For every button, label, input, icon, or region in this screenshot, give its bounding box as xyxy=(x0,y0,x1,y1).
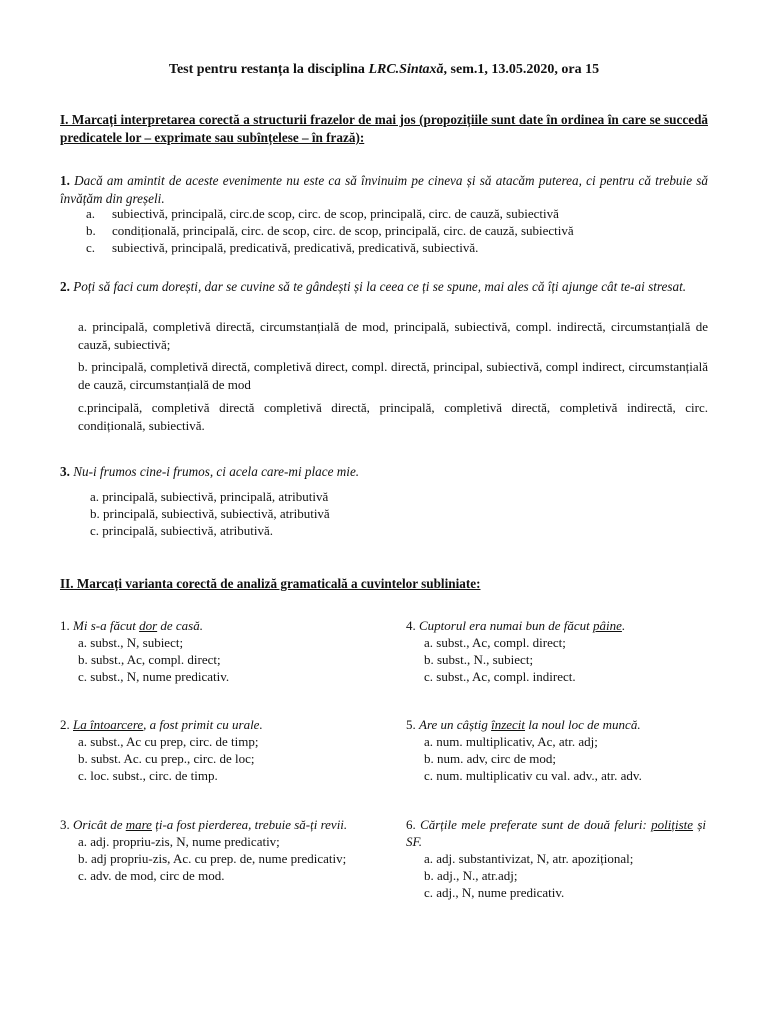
s2-q6-option-b: b. adj., N., atr.adj; xyxy=(424,868,518,883)
s2-q5-option-c: c. num. multiplicativ cu val. adv., atr. adv. xyxy=(424,768,642,783)
s1-question-3 xyxy=(60,463,708,481)
s2-question-6: 6. Cărțile mele preferate sunt de două feluri: polițiste și SF. a. adj. substantivizat, N, atr. apozițional; b. adj., N., atr.adj; c. adj., N, nume predicativ. xyxy=(406,817,707,900)
s1-q2-option-a: a. principală, completivă directă, circumstanțială de mod, principală, subiectivă, compl. indirectă, circumstanțială de cauză, subiectivă; xyxy=(78,319,708,352)
s2-q6-option-c: c. adj., N, nume predicativ. xyxy=(424,885,565,900)
s2-question-1: 1. Mi s-a făcut dor de casă. a. subst., N, subiect; b. subst., Ac, compl. direct; c. subst., N, nume predicativ. xyxy=(60,617,360,685)
s2-q6-option-a: a. adj. substantivizat, N, atr. apozițional; xyxy=(424,851,634,866)
s1-q3-text: Nu-i frumos cine-i frumos, ci acela care-mi place mie. xyxy=(73,464,360,479)
s2-q3-option-a: a. adj. propriu-zis, N, nume predicativ; xyxy=(78,834,280,849)
s2-q3-option-c: c. adv. de mod, circ de mod. xyxy=(78,868,225,883)
s1-q1-option-b: b. condițională, principală, circ. de scop, circ. de scop, principală, circ. de cauză, subiectivă xyxy=(86,223,574,238)
s1-q1-number: 1. xyxy=(60,173,70,188)
underlined-word: pâine xyxy=(593,618,622,633)
s1-question-1 xyxy=(60,172,708,208)
page-title xyxy=(0,62,768,78)
s2-q4-option-b: b. subst., N., subiect; xyxy=(424,652,534,667)
s1-q3-option-b: b. principală, subiectivă, subiectivă, atributivă xyxy=(90,506,330,521)
s1-question-2 xyxy=(60,278,708,296)
s1-q1-option-c: c. subiectivă, principală, predicativă, predicativă, predicativă, subiectivă. xyxy=(86,240,479,255)
s2-q1-option-a: a. subst., N, subiect; xyxy=(78,635,184,650)
s2-q2-option-c: c. loc. subst., circ. de timp. xyxy=(78,768,218,783)
s2-question-3: 3. Oricât de mare ți-a fost pierderea, trebuie să-ți revii. a. adj. propriu-zis, N, nume predicativ; b. adj propriu-zis, Ac. cu prep. de, nume predicativ; c. adv. de mod, circ de mod. xyxy=(60,816,360,884)
section1-heading: I. Marcați interpretarea corectă a structurii frazelor de mai jos (propozițiile sunt date în ordinea în care se succedă predicatele lor – exprimate sau subînțelese – în frază): xyxy=(60,112,708,145)
s2-q4-option-c: c. subst., Ac, compl. indirect. xyxy=(424,669,576,684)
s1-q3-option-a: a. principală, subiectivă, principală, atributivă xyxy=(90,489,329,504)
s2-q1-option-c: c. subst., N, nume predicativ. xyxy=(78,669,230,684)
title-suffix: , sem.1, 13.05.2020, ora 15 xyxy=(443,62,600,77)
s1-q1-text: Dacă am amintit de aceste evenimente nu este ca să învinuim pe cineva și să atacăm puterea, ci pentru că trebuie să învățăm din greșeli. xyxy=(60,173,708,206)
s1-q3-number: 3. xyxy=(60,464,70,479)
s1-q1-option-a: a. subiectivă, principală, circ.de scop, circ. de scop, principală, circ. de cauză, subiectivă xyxy=(86,206,559,221)
title-subject: LRC.Sintaxă xyxy=(368,62,444,77)
section2-heading: II. Marcați varianta corectă de analiză gramaticală a cuvintelor subliniate: xyxy=(60,576,481,591)
s2-question-4: 4. Cuptorul era numai bun de făcut pâine. a. subst., Ac, compl. direct; b. subst., N., subiect; c. subst., Ac, compl. indirect. xyxy=(406,617,706,685)
underlined-word: La întoarcere xyxy=(73,717,144,732)
s1-q2-number: 2. xyxy=(60,279,70,294)
s2-question-5: 5. Are un câștig înzecit la noul loc de muncă. a. num. multiplicativ, Ac, atr. adj; b. num. adv, circ de mod; c. num. multiplicativ cu val. adv., atr. adv. xyxy=(406,716,706,784)
s2-q3-option-b: b. adj propriu-zis, Ac. cu prep. de, nume predicativ; xyxy=(78,851,347,866)
underlined-word: polițiste xyxy=(651,817,694,832)
s1-q2-option-b: b. principală, completivă directă, completivă direct, compl. directă, principal, subiectivă, compl indirect, circumstanțială de cauză, circumstanțială de mod xyxy=(78,359,708,392)
underlined-word: mare xyxy=(125,817,152,832)
s1-q2-option-c: c.principală, completivă directă completivă directă, principală, completivă directă, completivă indirectă, circ. condițională, subiectivă. xyxy=(78,400,708,433)
s1-q2-text: Poți să faci cum dorești, dar se cuvine să te gândești și la ceea ce ți se spune, mai ales că îți ajunge cât te-ai stresat. xyxy=(73,279,687,294)
s2-q4-option-a: a. subst., Ac, compl. direct; xyxy=(424,635,566,650)
s2-q2-option-b: b. subst. Ac. cu prep., circ. de loc; xyxy=(78,751,255,766)
s2-question-2: 2. La întoarcere, a fost primit cu urale. a. subst., Ac cu prep, circ. de timp; b. subst. Ac. cu prep., circ. de loc; c. loc. subst., circ. de timp. xyxy=(60,716,360,784)
s1-q3-option-c: c. principală, subiectivă, atributivă. xyxy=(90,523,274,538)
underlined-word: dor xyxy=(139,618,158,633)
s2-q5-option-a: a. num. multiplicativ, Ac, atr. adj; xyxy=(424,734,598,749)
s2-q2-option-a: a. subst., Ac cu prep, circ. de timp; xyxy=(78,734,259,749)
s2-q1-option-b: b. subst., Ac, compl. direct; xyxy=(78,652,221,667)
title-prefix: Test pentru restanța la disciplina xyxy=(168,62,369,77)
s2-q5-option-b: b. num. adv, circ de mod; xyxy=(424,751,557,766)
underlined-word: înzecit xyxy=(491,717,526,732)
